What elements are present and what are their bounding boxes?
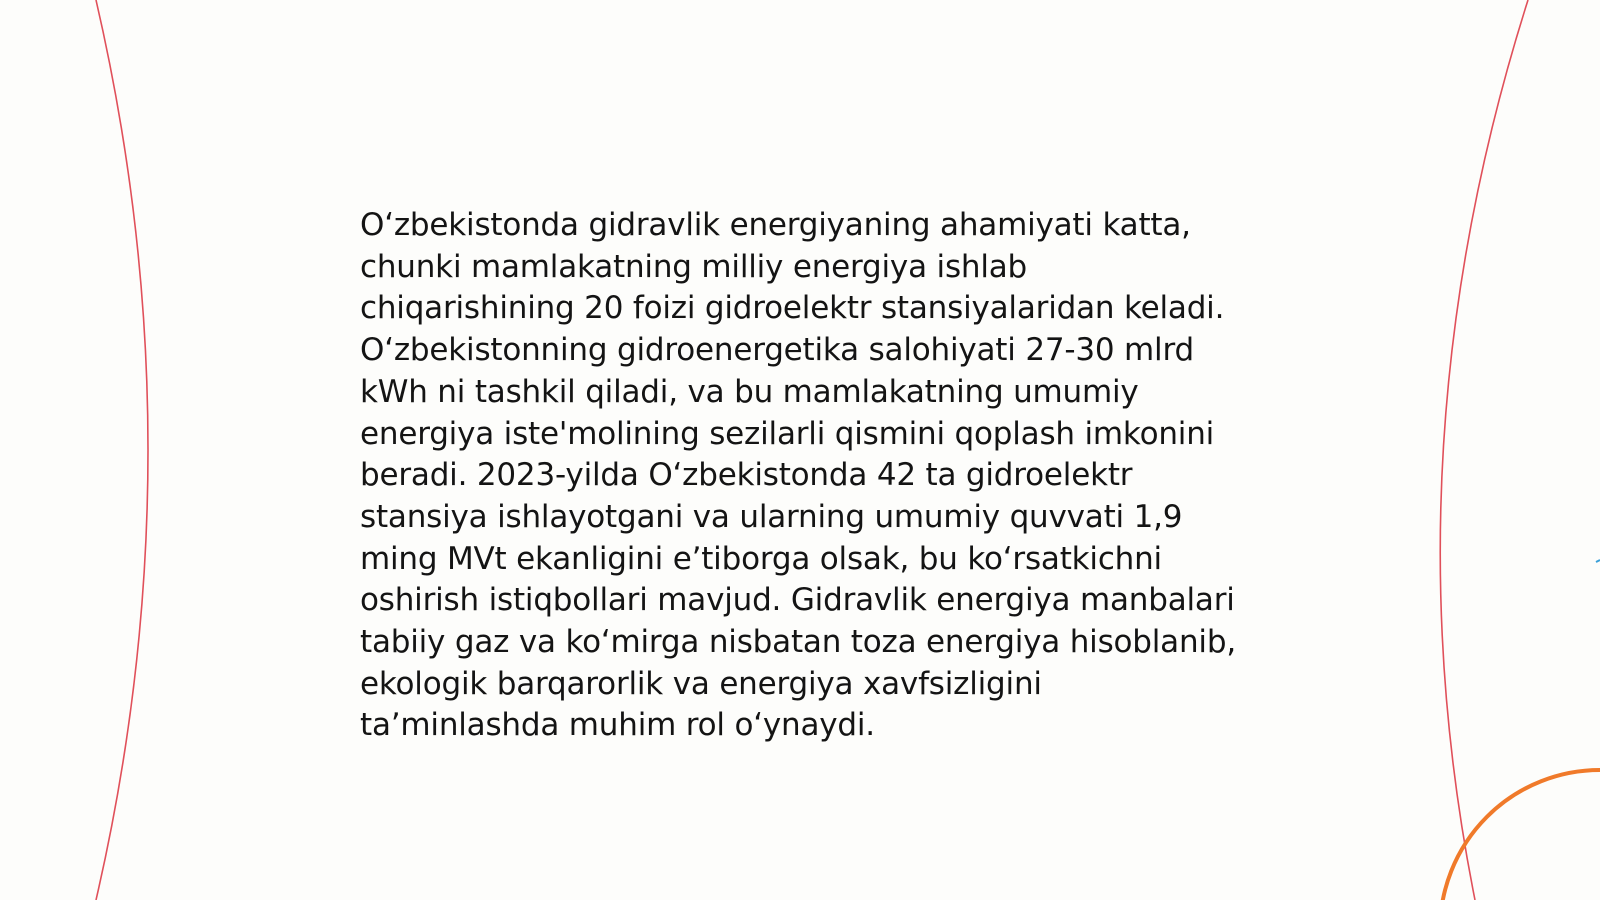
edge-mark — [1596, 560, 1600, 562]
right-arc — [1440, 0, 1528, 900]
left-arc — [96, 0, 148, 900]
body-paragraph: O‘zbekistonda gidravlik energiyaning ahamiyati katta, chunki mamlakatning milliy energiya ishlab chiqarishining 20 foizi gidroelektr stansiyalaridan keladi. O‘zbekistonning gidroenergetika salohiyati 27-30 mlrd kWh ni tashkil qiladi, va bu mamlakatning umumiy energiya iste'molining sezilarli qismini qoplash imkonini beradi. 2023-yilda O‘zbekistonda 42 ta gidroelektr stansiya ishlayotgani va ularning umumiy quvvati 1,9 ming MVt ekanligini e’tiborga olsak, bu ko‘rsatkichni oshirish istiqbollari mavjud. Gidravlik energiya manbalari tabiiy gaz va ko‘mirga nisbatan toza energiya hisoblanib, ekologik barqarorlik va energiya xavfsizligini ta’minlashda muhim rol o‘ynaydi. — [360, 207, 1236, 744]
